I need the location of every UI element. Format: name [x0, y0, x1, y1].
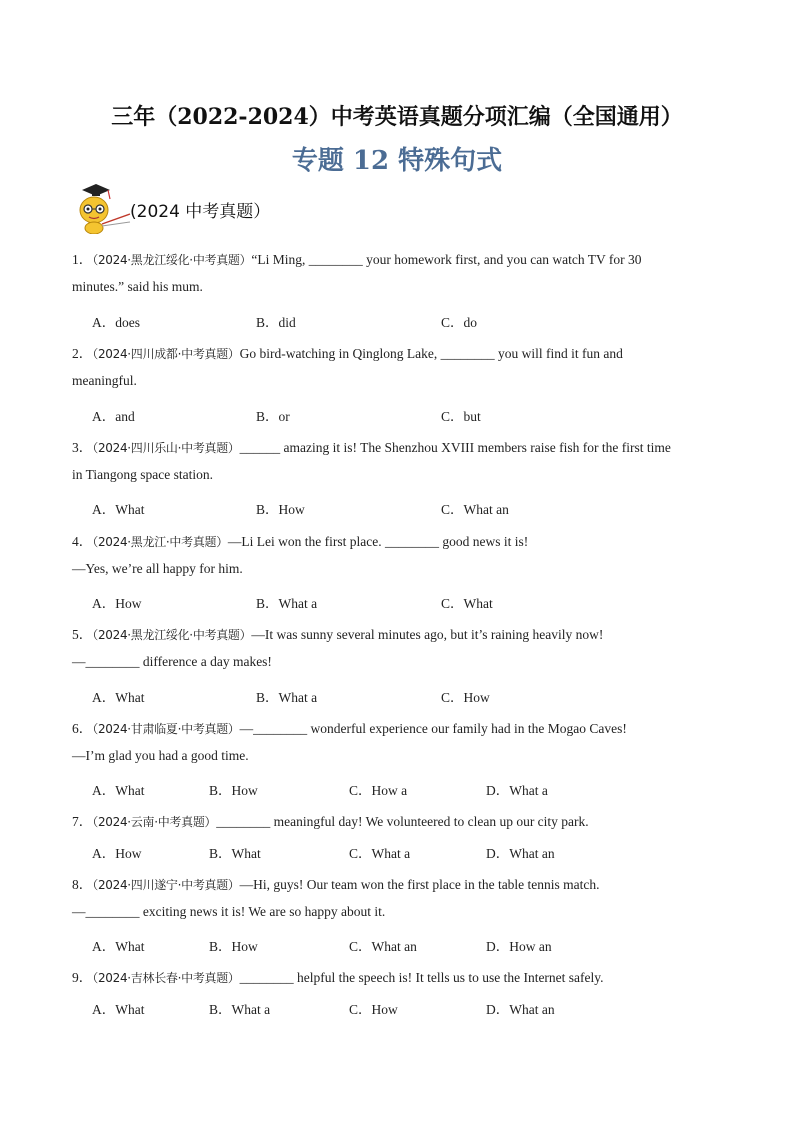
question-2-option-a[interactable]: A．and — [92, 409, 135, 424]
question-8-option-d[interactable]: D．How an — [486, 939, 552, 954]
question-4-option-b[interactable]: B．What a — [256, 596, 318, 611]
question-8-line-2: —________ exciting news it is! We are so happy about it. — [72, 904, 386, 919]
question-1-option-a[interactable]: A．does — [92, 315, 140, 330]
question-3-line-2: in Tiangong space station. — [72, 467, 213, 482]
question-8-option-a[interactable]: A．What — [92, 939, 145, 954]
question-4-option-a[interactable]: A．How — [92, 596, 142, 611]
question-8-option-b[interactable]: B．How — [209, 939, 258, 954]
question-3: 3．（2024·四川乐山·中考真题）______ amazing it is! The Shenzhou XVIII members raise fish for the first time — [72, 440, 671, 455]
question-5-option-c[interactable]: C．How — [441, 690, 490, 705]
question-2-line-2: meaningful. — [72, 373, 137, 388]
page-title: 三年（2022-2024）中考英语真题分项汇编（全国通用） — [111, 104, 683, 130]
question-5-line-2: —________ difference a day makes! — [72, 654, 272, 669]
question-3-option-b[interactable]: B．How — [256, 502, 305, 517]
section-label: (2024 中考真题） — [130, 201, 271, 222]
question-7: 7．（2024·云南·中考真题）________ meaningful day! We volunteered to clean up our city park. — [72, 814, 589, 829]
question-6-option-a[interactable]: A．What — [92, 783, 145, 798]
question-3-option-a[interactable]: A．What — [92, 502, 145, 517]
question-4: 4．（2024·黑龙江·中考真题）—Li Lei won the first place. ________ good news it is! — [72, 534, 529, 549]
page-subtitle: 专题 12 特殊句式 — [291, 146, 503, 176]
question-5-option-a[interactable]: A．What — [92, 690, 145, 705]
question-9-option-d[interactable]: D．What an — [486, 1002, 555, 1017]
question-9-option-c[interactable]: C．How — [349, 1002, 398, 1017]
question-4-line-2: —Yes, we’re all happy for him. — [72, 561, 243, 576]
question-7-option-d[interactable]: D．What an — [486, 846, 555, 861]
question-7-option-a[interactable]: A．How — [92, 846, 142, 861]
question-2-option-b[interactable]: B．or — [256, 409, 290, 424]
question-6-option-c[interactable]: C．How a — [349, 783, 408, 798]
question-6-option-b[interactable]: B．How — [209, 783, 258, 798]
question-1-option-b[interactable]: B．did — [256, 315, 296, 330]
question-5-option-b[interactable]: B．What a — [256, 690, 318, 705]
question-7-option-c[interactable]: C．What a — [349, 846, 411, 861]
question-6: 6．（2024·甘肃临夏·中考真题）—________ wonderful experience our family had in the Mogao Caves! — [72, 721, 627, 736]
question-2-option-c[interactable]: C．but — [441, 409, 481, 424]
question-9-option-b[interactable]: B．What a — [209, 1002, 271, 1017]
question-1-option-c[interactable]: C．do — [441, 315, 478, 330]
question-3-option-c[interactable]: C．What an — [441, 502, 509, 517]
question-9: 9．（2024·吉林长春·中考真题）________ helpful the speech is! It tells us to use the Internet safely. — [72, 970, 604, 985]
question-6-option-d[interactable]: D．What a — [486, 783, 548, 798]
question-5: 5．（2024·黑龙江绥化·中考真题）—It was sunny several minutes ago, but it’s raining heavily now! — [72, 627, 604, 642]
question-2: 2．（2024·四川成都·中考真题）Go bird-watching in Qinglong Lake, ________ you will find it fun and — [72, 346, 623, 361]
question-4-option-c[interactable]: C．What — [441, 596, 493, 611]
question-1: 1．（2024·黑龙江绥化·中考真题）“Li Ming, ________ your homework first, and you can watch TV for 30 — [72, 252, 642, 267]
question-9-option-a[interactable]: A．What — [92, 1002, 145, 1017]
section-header — [72, 182, 270, 234]
mascot-teacher-icon — [72, 182, 132, 234]
question-8-option-c[interactable]: C．What an — [349, 939, 417, 954]
question-1-line-2: minutes.” said his mum. — [72, 279, 203, 294]
question-6-line-2: —I’m glad you had a good time. — [72, 748, 249, 763]
question-8: 8．（2024·四川遂宁·中考真题）—Hi, guys! Our team won the first place in the table tennis match. — [72, 877, 600, 892]
question-7-option-b[interactable]: B．What — [209, 846, 261, 861]
